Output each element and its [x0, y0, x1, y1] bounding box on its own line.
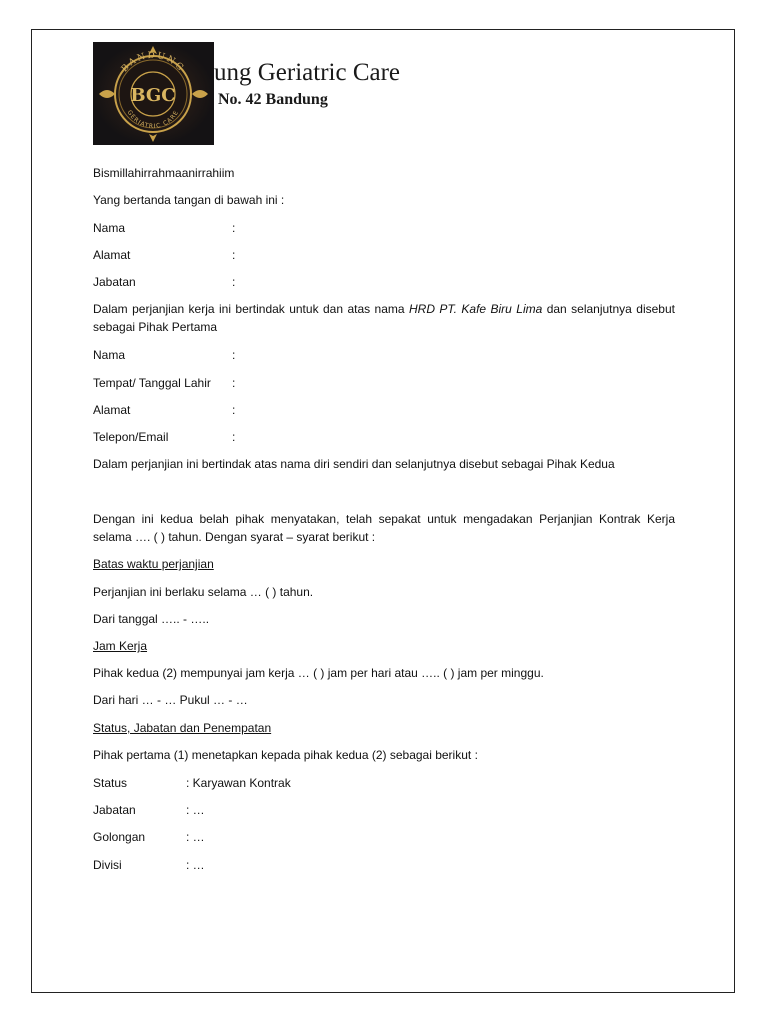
- agreement-text: Dengan ini kedua belah pihak menyatakan, telah sepakat untuk mengadakan Perjanjian Kontrak Kerja selama …. ( ) tahun. Dengan syarat – syarat berikut :: [93, 512, 675, 544]
- golongan-label: Golongan: [93, 830, 146, 844]
- party2-statement: Dalam perjanjian ini bertindak atas nama diri sendiri dan selanjutnya disebut sebagai Pihak Kedua: [93, 457, 615, 471]
- header-title: ung Geriatric Care: [214, 59, 401, 86]
- party1-colon-jabatan: :: [232, 275, 236, 289]
- party2-label-ttl: Tempat/ Tanggal Lahir: [93, 376, 211, 390]
- logo-monogram: BGC: [130, 85, 176, 106]
- header-address: No. 42 Bandung: [218, 91, 328, 108]
- hours-line-1: Pihak kedua (2) mempunyai jam kerja … ( ) jam per hari atau ….. ( ) jam per minggu.: [93, 666, 544, 680]
- hours-line-2: Dari hari … - … Pukul … - …: [93, 693, 248, 707]
- section-duration-heading: Batas waktu perjanjian: [93, 557, 214, 571]
- party2-label-alamat: Alamat: [93, 403, 131, 417]
- party2-colon-ttl: :: [232, 376, 236, 390]
- party1-colon-alamat: :: [232, 248, 236, 262]
- status-label: Status: [93, 776, 128, 790]
- jabatan-value: : …: [186, 803, 205, 817]
- status-intro: Pihak pertama (1) menetapkan kepada pihak kedua (2) sebagai berikut :: [93, 748, 478, 762]
- divisi-value: : …: [186, 858, 205, 872]
- bgc-emblem: [93, 42, 214, 145]
- logo-arc-text: BANDUNG: [119, 50, 187, 75]
- duration-line-2: Dari tanggal ….. - …..: [93, 612, 210, 626]
- party1-statement-before: Dalam perjanjian kerja ini bertindak untuk dan atas nama: [93, 302, 409, 316]
- company-name: HRD PT. Kafe Biru Lima: [408, 302, 543, 316]
- section-status-heading: Status, Jabatan dan Penempatan: [93, 721, 272, 735]
- duration-line-1: Perjanjian ini berlaku selama … ( ) tahun.: [93, 585, 314, 599]
- party1-label-nama: Nama: [93, 221, 126, 235]
- party1-statement: [93, 300, 675, 336]
- bgc-logo: [93, 42, 214, 145]
- party2-label-telepon: Telepon/Email: [93, 430, 169, 444]
- logo-bottom-text: GERIATRIC CARE: [125, 109, 181, 131]
- party1-label-jabatan: Jabatan: [93, 275, 136, 289]
- opening-text: Bismillahirrahmaanirrahiim: [93, 166, 235, 180]
- golongan-value: : …: [186, 830, 205, 844]
- intro-text: Yang bertanda tangan di bawah ini :: [93, 193, 285, 207]
- party2-colon-alamat: :: [232, 403, 236, 417]
- party2-label-nama: Nama: [93, 348, 126, 362]
- party1-label-alamat: Alamat: [93, 248, 131, 262]
- party2-colon-telepon: :: [232, 430, 236, 444]
- section-hours-heading: Jam Kerja: [93, 639, 148, 653]
- party1-statement-after: dan selanjutnya disebut sebagai Pihak Pertama: [93, 302, 675, 334]
- party2-colon-nama: :: [232, 348, 236, 362]
- status-value: : Karyawan Kontrak: [186, 776, 291, 790]
- party1-colon-nama: :: [232, 221, 236, 235]
- divisi-label: Divisi: [93, 858, 122, 872]
- jabatan-label: Jabatan: [93, 803, 136, 817]
